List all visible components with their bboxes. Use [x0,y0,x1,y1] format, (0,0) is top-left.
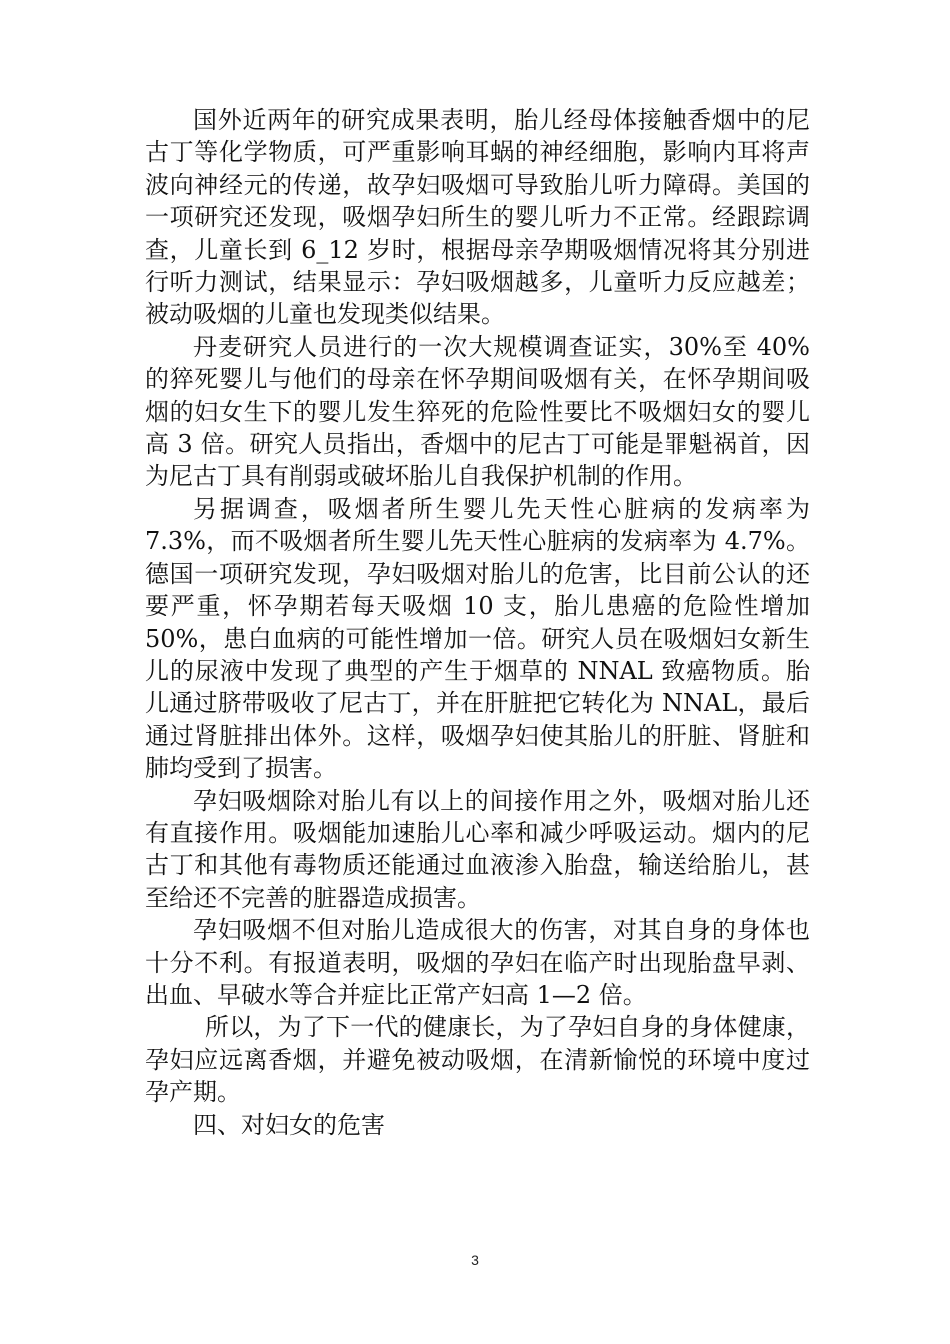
page-number: 3 [471,1252,479,1268]
paragraph-direct-effects: 孕妇吸烟除对胎儿有以上的间接作用之外，吸烟对胎儿还有直接作用。吸烟能加速胎儿心率和减少呼吸运动。烟内的尼古丁和其他有毒物质还能通过血液渗入胎盘，输送给胎儿，甚至给还不完善的脏器造成损害。 [145,786,810,912]
paragraph-maternal-harm: 孕妇吸烟不但对胎儿造成很大的伤害，对其自身的身体也十分不利。有报道表明，吸烟的孕妇在临产时出现胎盘早剥、出血、早破水等合并症比正常产妇高 1—2 倍。 [145,916,810,1009]
paragraph-sids: 丹麦研究人员进行的一次大规模调查证实，30%至 40%的猝死婴儿与他们的母亲在怀孕期间吸烟有关，在怀孕期间吸烟的妇女生下的婴儿发生猝死的危险性要比不吸烟妇女的婴儿高 3 倍。研究人员指出，香烟中的尼古丁可能是罪魁祸首，因为尼古丁具有削弱或破坏胎儿自我保护机制的作用。 [145,332,810,491]
paragraph-heart-cancer: 另据调查，吸烟者所生婴儿先天性心脏病的发病率为 7.3%，而不吸烟者所生婴儿先天性心脏病的发病率为 4.7%。德国一项研究发现，孕妇吸烟对胎儿的危害，比目前公认的还要严重，怀孕期若每天吸烟 10 支，胎儿患癌的危险性增加 50%，患白血病的可能性增加一倍。研究人员在吸烟妇女新生儿的尿液中发现了典型的产生于烟草的 NNAL 致癌物质。胎儿通过脐带吸收了尼古丁，并在肝脏把它转化为 NNAL，最后通过肾脏排出体外。这样，吸烟孕妇使其胎儿的肝脏、肾脏和肺均受到了损害。 [145,494,810,783]
section-heading: 四、对妇女的危害 [193,1110,385,1139]
document-body [145,104,810,1141]
paragraph-hearing: 国外近两年的研究成果表明，胎儿经母体接触香烟中的尼古丁等化学物质，可严重影响耳蜗的神经细胞，影响内耳将声波向神经元的传递，故孕妇吸烟可导致胎儿听力障碍。美国的一项研究还发现，吸烟孕妇所生的婴儿听力不正常。经跟踪调查，儿童长到 6_12 岁时，根据母亲孕期吸烟情况将其分别进行听力测试，结果显示：孕妇吸烟越多，儿童听力反应越差；被动吸烟的儿童也发现类似结果。 [145,106,810,329]
paragraph-conclusion: 所以，为了下一代的健康长，为了孕妇自身的身体健康，孕妇应远离香烟，并避免被动吸烟，在清新愉悦的环境中度过孕产期。 [145,1013,810,1107]
